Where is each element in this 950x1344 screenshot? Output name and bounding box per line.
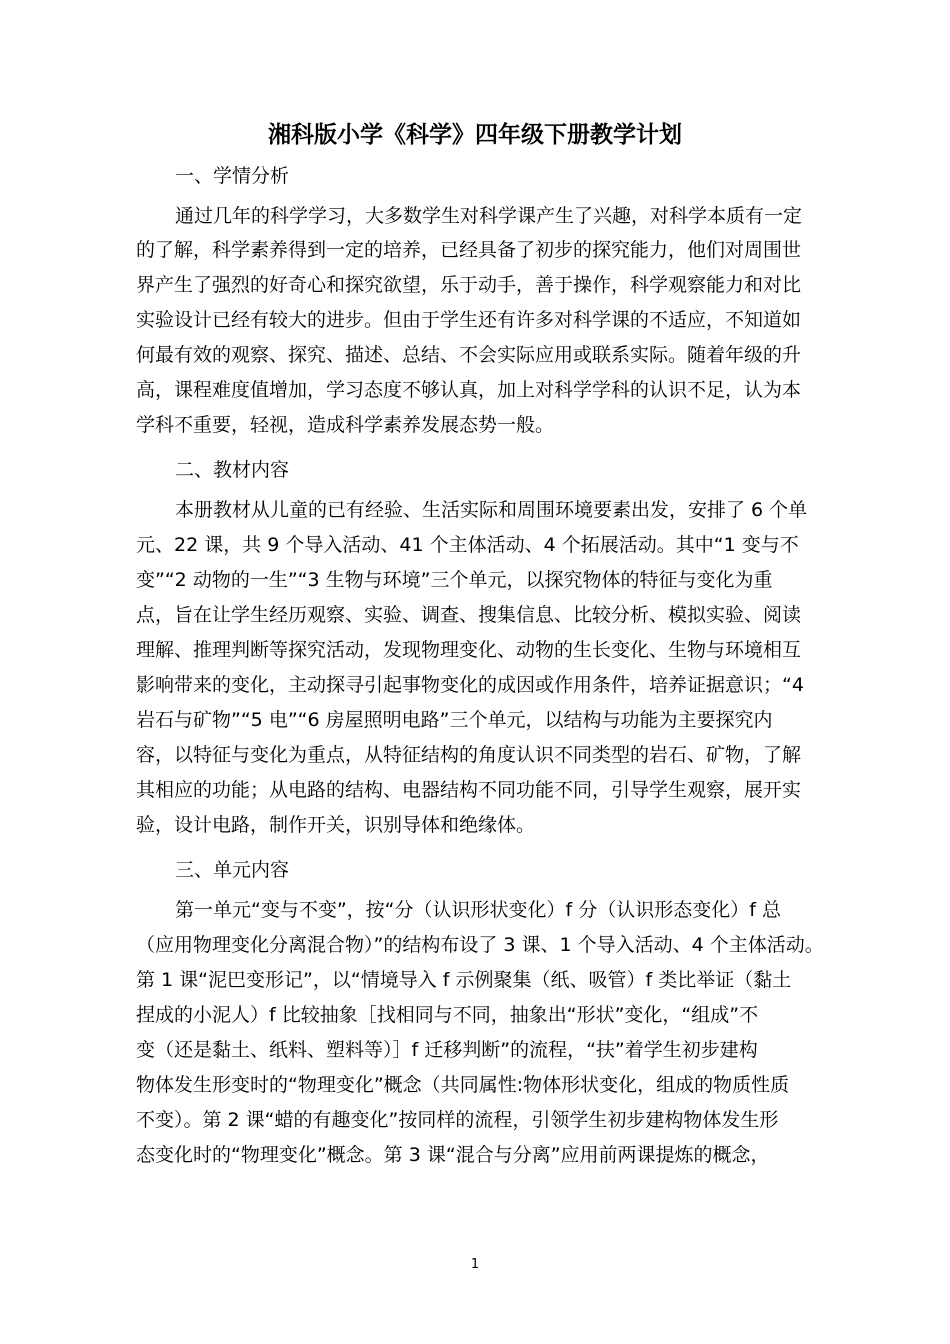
- paragraph-line: 第一单元“变与不变”，按“分（认识形状变化）f 分（认识形态变化）f 总: [175, 899, 781, 921]
- paragraph-line: 元、22 课，共 9 个导入活动、41 个主体活动、4 个拓展活动。其中“1 变与不: [136, 534, 799, 556]
- paragraph-line: 点，旨在让学生经历观察、实验、调查、搜集信息、比较分析、模拟实验、阅读: [136, 604, 802, 626]
- document-title: 湘科版小学《科学》四年级下册教学计划: [268, 122, 682, 148]
- paragraph-line: 界产生了强烈的好奇心和探究欲望，乐于动手，善于操作，科学观察能力和对比: [136, 274, 802, 296]
- paragraph-line: 本册教材从儿童的已有经验、生活实际和周围环境要素出发，安排了 6 个单: [175, 499, 808, 521]
- section-heading-analysis: 一、学情分析: [175, 165, 290, 187]
- page-number: 1: [470, 1257, 480, 1272]
- paragraph-line: 第 1 课“泥巴变形记”，以“情境导入 f 示例聚集（纸、吸管）f 类比举证（黏土: [136, 969, 792, 991]
- paragraph-line: 捏成的小泥人）f 比较抽象［找相同与不同，抽象出“形状”变化，“组成”不: [136, 1004, 759, 1026]
- paragraph-line: 变”“2 动物的一生”“3 生物与环境”三个单元，以探究物体的特征与变化为重: [136, 569, 773, 591]
- paragraph-line: 实验设计已经有较大的进步。但由于学生还有许多对科学课的不适应，不知道如: [136, 309, 802, 331]
- section-heading-units: 三、单元内容: [175, 859, 290, 881]
- paragraph-line: 理解、推理判断等探究活动，发现物理变化、动物的生长变化、生物与环境相互: [136, 639, 802, 661]
- paragraph-line: 高，课程难度值增加，学习态度不够认真，加上对科学学科的认识不足，认为本: [136, 379, 802, 401]
- paragraph-line: 变（还是黏土、纸料、塑料等）］f 迁移判断”的流程，“扶”着学生初步建构: [136, 1039, 758, 1061]
- paragraph-line: 不变）。第 2 课“蜡的有趣变化”按同样的流程，引领学生初步建构物体发生形: [136, 1109, 779, 1131]
- paragraph-line: （应用物理变化分离混合物）”的结构布设了 3 课、1 个导入活动、4 个主体活动。: [136, 934, 824, 956]
- paragraph-line: 态变化时的“物理变化”概念。第 3 课“混合与分离”应用前两课提炼的概念，: [136, 1144, 770, 1166]
- paragraph-line: 容，以特征与变化为重点，从特征结构的角度认识不同类型的岩石、矿物，了解: [136, 744, 802, 766]
- paragraph-line: 学科不重要，轻视，造成科学素养发展态势一般。: [136, 414, 555, 436]
- paragraph-line: 的了解，科学素养得到一定的培养，已经具备了初步的探究能力，他们对周围世: [136, 239, 802, 261]
- paragraph-line: 何最有效的观察、探究、描述、总结、不会实际应用或联系实际。随着年级的升: [136, 344, 802, 366]
- paragraph-line: 影响带来的变化，主动探寻引起事物变化的成因或作用条件，培养证据意识；“4: [136, 674, 804, 696]
- paragraph-line: 物体发生形变时的“物理变化”概念（共同属性:物体形状变化，组成的物质性质: [136, 1074, 790, 1096]
- paragraph-line: 通过几年的科学学习，大多数学生对科学课产生了兴趣，对科学本质有一定: [175, 205, 803, 227]
- paragraph-line: 其相应的功能；从电路的结构、电器结构不同功能不同，引导学生观察，展开实: [136, 779, 802, 801]
- section-heading-materials: 二、教材内容: [175, 459, 290, 481]
- paragraph-line: 岩石与矿物”“5 电”“6 房屋照明电路”三个单元，以结构与功能为主要探究内: [136, 709, 773, 731]
- paragraph-line: 验，设计电路，制作开关，识别导体和绝缘体。: [136, 814, 536, 836]
